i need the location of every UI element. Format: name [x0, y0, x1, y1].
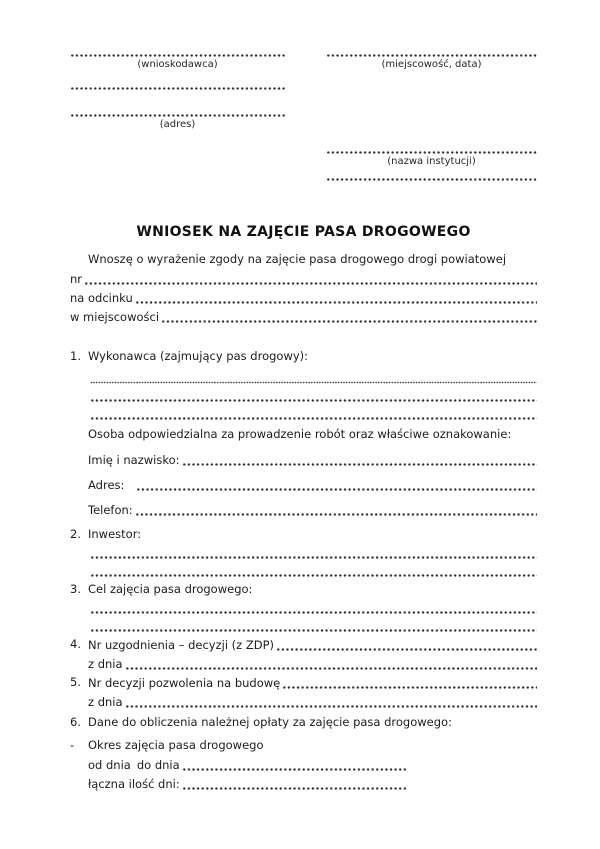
form-items: [70, 347, 537, 793]
item-number: 6.: [70, 715, 81, 729]
investor-fill-line-2: [90, 573, 537, 578]
applicant-block: [70, 50, 285, 182]
permit-date-label: z dnia: [88, 695, 123, 709]
place-date-label: (miejscowość, data): [381, 59, 482, 70]
responsible-name-row: [88, 444, 537, 469]
purpose-fill-row-1: [88, 599, 537, 617]
item-number: 5.: [70, 675, 81, 689]
purpose-fill-row-2: [88, 617, 537, 635]
dash-bullet: -: [70, 738, 75, 752]
form-header: [70, 50, 537, 182]
responsible-phone-label: Telefon:: [88, 503, 133, 517]
responsible-address-fill-line: [136, 487, 537, 492]
purpose-title: Cel zajęcia pasa drogowego:: [88, 582, 253, 596]
intro-paragraph: [70, 250, 537, 326]
applicant-label: (wnioskodawca): [137, 59, 218, 70]
investor-fill-row-2: [88, 562, 537, 580]
item-investor: [70, 525, 537, 580]
applicant-fill-line-1: [70, 50, 285, 58]
responsible-person-heading: Osoba odpowiedzialna za prowadzenie robót oraz właściwe oznakowanie:: [88, 427, 512, 441]
contractor-fill-line-1: [90, 380, 537, 385]
applicant-fill-line-2: [70, 83, 285, 91]
agreement-number-fill-line: [276, 647, 537, 652]
responsible-phone-row: [88, 494, 537, 519]
institution-fill-line-1: [326, 147, 537, 155]
form-title: WNIOSEK NA ZAJĘCIE PASA DROGOWEGO: [136, 224, 471, 240]
road-section-label: na odcinku: [70, 291, 133, 305]
item-contractor: [70, 347, 537, 519]
responsible-name-fill-line: [182, 462, 538, 467]
permit-number-fill-line: [282, 685, 537, 690]
contractor-fill-row-2: [88, 387, 537, 405]
agreement-number-row: [88, 635, 537, 654]
agreement-date-label: z dnia: [88, 657, 123, 671]
item-purpose: [70, 580, 537, 635]
period-dates-row: [88, 755, 408, 774]
contractor-fill-line-2: [90, 398, 537, 403]
road-number-row: [70, 269, 537, 288]
responsible-name-label: Imię i nazwisko:: [88, 453, 180, 467]
date-from-label: od dnia: [88, 758, 131, 772]
locality-fill-line: [161, 319, 537, 324]
contractor-fill-row-1: [88, 368, 537, 387]
road-section-fill-line: [135, 300, 537, 305]
address-label: (adres): [159, 119, 196, 130]
total-days-fill-line: [182, 786, 408, 791]
spacer: [70, 91, 285, 110]
institution-block: [326, 50, 537, 182]
permit-number-label: Nr decyzji pozwolenia na budowę: [88, 676, 281, 690]
road-section-row: [70, 288, 537, 307]
investor-fill-row-1: [88, 544, 537, 562]
purpose-fill-line-2: [90, 628, 537, 633]
item-fee-data: [70, 713, 537, 732]
contractor-fill-line-3: [90, 416, 537, 421]
item-building-permit: [70, 673, 537, 711]
responsible-address-row: [88, 469, 537, 494]
road-number-label: nr: [70, 272, 83, 286]
contractor-fill-row-3: [88, 405, 537, 423]
investor-fill-line-1: [90, 555, 537, 560]
spacer: [326, 71, 537, 147]
permit-number-row: [88, 673, 537, 692]
agreement-date-fill-line: [125, 666, 537, 671]
locality-label: w miejscowości: [70, 310, 160, 324]
total-days-label: łączna ilość dni:: [88, 777, 180, 791]
investor-title: Inwestor:: [88, 527, 142, 541]
item-agreement-number: [70, 635, 537, 673]
date-to-label: do dnia: [136, 758, 180, 772]
item-number: 2.: [70, 527, 81, 541]
date-to-fill-line: [182, 767, 408, 772]
purpose-fill-line-1: [90, 610, 537, 615]
intro-sentence: Wnoszę o wyrażenie zgody na zajęcie pasa drogowego drogi powiatowej: [88, 252, 507, 266]
spacer: [70, 71, 285, 83]
responsible-phone-fill-line: [135, 512, 537, 517]
item-number: 3.: [70, 582, 81, 596]
item-number: 4.: [70, 637, 81, 651]
contractor-title: Wykonawca (zajmujący pas drogowy):: [88, 349, 309, 363]
item-number: 1.: [70, 349, 81, 363]
permit-date-fill-line: [125, 704, 537, 709]
agreement-number-label: Nr uzgodnienia – decyzji (z ZDP): [88, 638, 275, 652]
permit-date-row: [88, 692, 537, 711]
total-days-row: [88, 774, 408, 793]
address-fill-line: [70, 110, 285, 118]
responsible-address-label: Adres:: [88, 478, 125, 492]
place-date-fill-line: [326, 50, 537, 58]
locality-row: [70, 307, 537, 326]
item-occupation-period: [70, 736, 537, 793]
road-number-fill-line: [84, 281, 537, 286]
institution-fill-line-2: [326, 174, 537, 182]
occupation-period-title: Okres zajęcia pasa drogowego: [88, 738, 264, 752]
institution-label: (nazwa instytucji): [387, 156, 476, 167]
fee-data-title: Dane do obliczenia należnej opłaty za zajęcie pasa drogowego:: [88, 715, 452, 729]
agreement-date-row: [88, 654, 537, 673]
